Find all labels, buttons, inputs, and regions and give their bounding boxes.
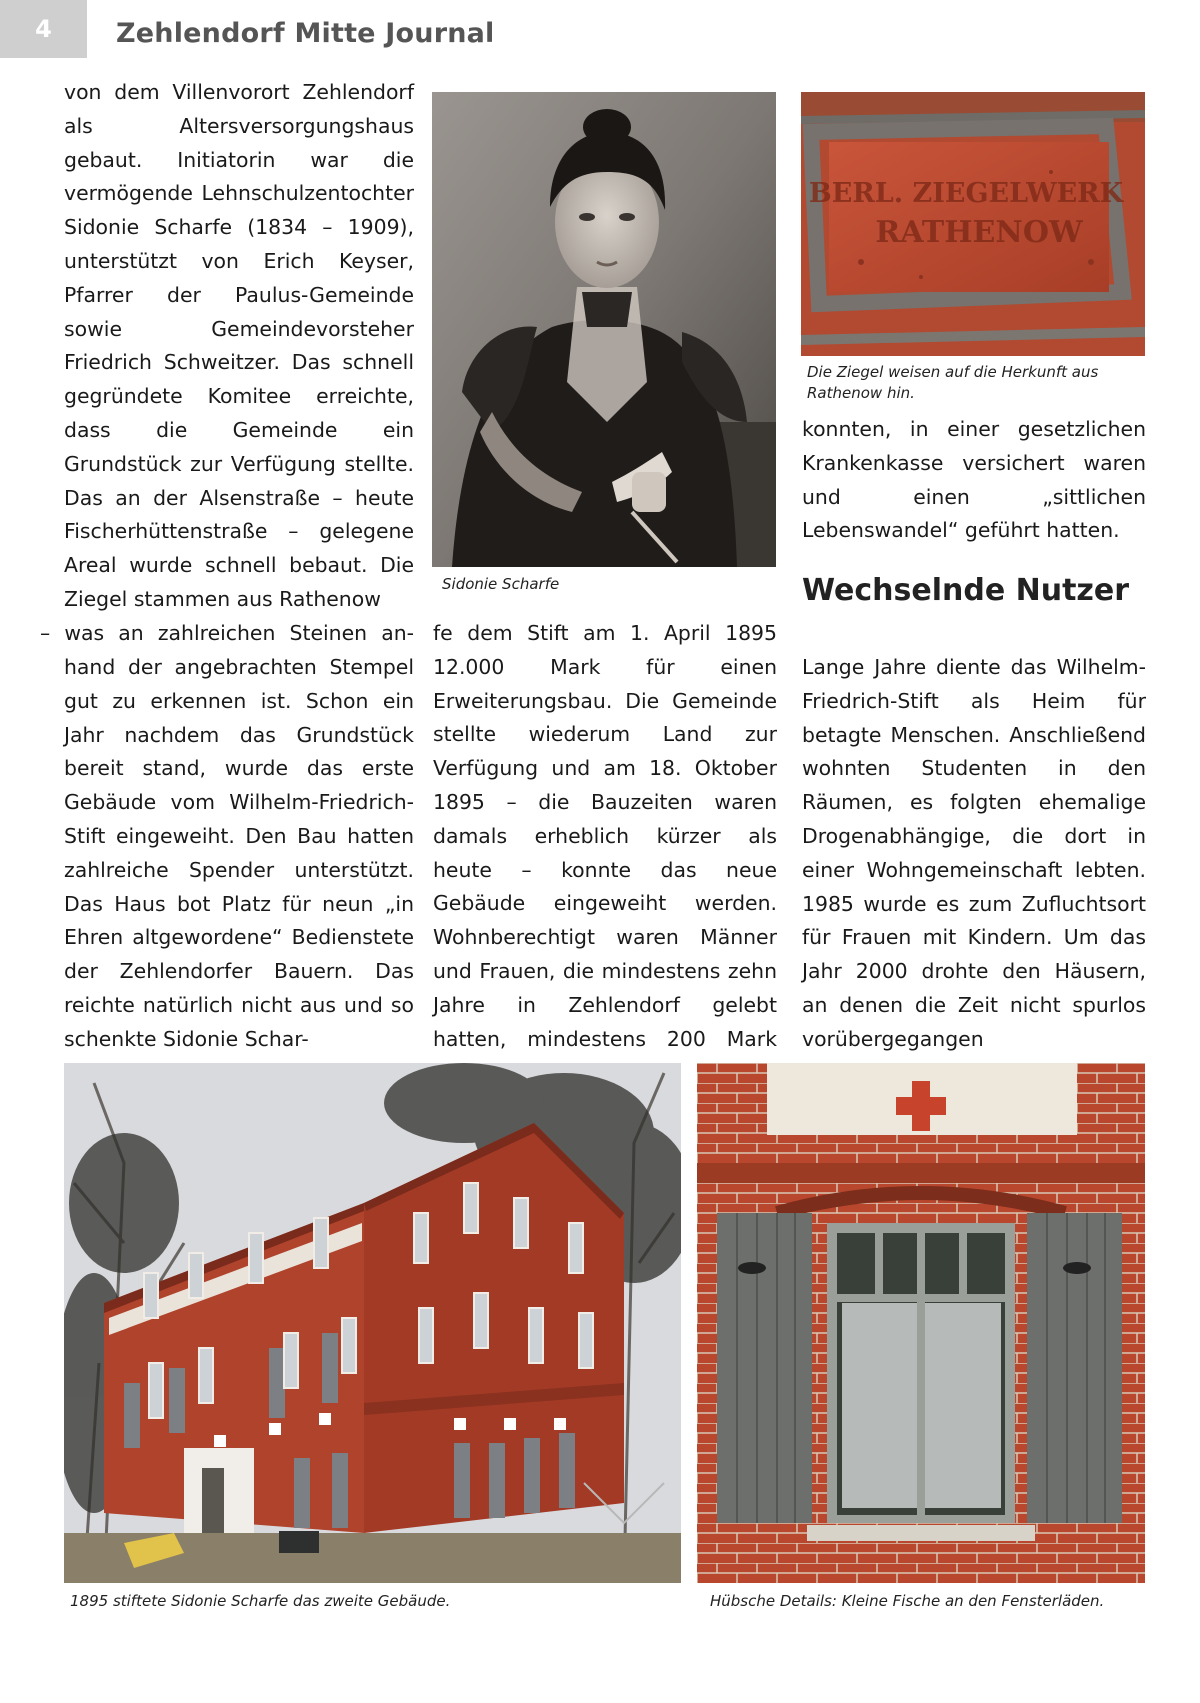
article-paragraph: fe dem Stift am 1. April 1895 12.000 Mark für einen Erweiterungsbau. Die Gemeinde stellte wiederum Land zur Verfügung und am 18. Oktober 1895 – die Bauzeiten waren damals erheblich kürzer als heute – konnte das neue Gebäude eingeweiht werden. Wohnberechtigt waren Männer und Frauen, die mindestens zehn Jahre in Zehlendorf gelebt hatten, mindestens 200 Mark bbox=[433, 621, 777, 1051]
brick-stamp-line-1: BERL. ZIEGELWERK bbox=[808, 178, 1124, 209]
page-number: 4 bbox=[0, 0, 87, 58]
building-photo bbox=[64, 1063, 681, 1583]
caption-brick: Die Ziegel weisen auf die Herkunft aus Rathenow hin. bbox=[807, 363, 1099, 402]
window-photo bbox=[697, 1063, 1145, 1583]
brick-stamp-photo bbox=[801, 92, 1145, 356]
caption-window: Hübsche Details: Kleine Fische an den Fensterläden. bbox=[710, 1592, 1105, 1610]
article-paragraph: von dem Villenvorort Zehlendorf als Altersversorgungshaus gebaut. Initiatorin war die vermögende Lehnschulzentochter Sidonie Scharfe (1834 – 1909), unterstützt von Erich Keyser, Pfarrer der Paulus-Gemeinde sowie Gemeindevorsteher Friedrich Schweitzer. Das schnell gegründete Komitee erreichte, dass die Gemeinde ein Grundstück zur Verfügung stellte. Das an der Alsenstraße – heute Fischerhüttenstraße – gelegene Areal wurde schnell bebaut. Die Ziegel stammen aus Rathenow bbox=[64, 80, 414, 611]
article-line: – was an zahlreichen Steinen an- bbox=[40, 621, 414, 645]
article-column-1-top bbox=[64, 76, 414, 617]
section-subheading: Wechselnde Nutzer bbox=[802, 573, 1130, 608]
portrait-photo bbox=[432, 92, 776, 567]
caption-building: 1895 stiftete Sidonie Scharfe das zweite Gebäude. bbox=[70, 1592, 451, 1610]
journal-title: Zehlendorf Mitte Journal bbox=[116, 18, 495, 49]
article-paragraph: konnten, in einer gesetzlichen Krankenkasse versichert waren und einen „sittlichen Lebenswandel“ geführt hatten. bbox=[802, 417, 1146, 543]
article-column-3-top bbox=[802, 413, 1146, 548]
article-column-1-bottom bbox=[64, 651, 414, 1057]
caption-portrait: Sidonie Scharfe bbox=[442, 575, 560, 593]
article-paragraph: Lange Jahre diente das Wilhelm-Friedrich-Stift als Heim für betagte Menschen. Anschließend wohnten Studenten in den Räumen, es folgten ehemalige Drogenabhängige, die dort in einer Wohngemeinschaft lebten. 1985 wurde es zum Zufluchtsort für Frauen mit Kindern. Um das Jahr 2000 drohte den Häusern, an denen die Zeit nicht spurlos vorübergegangen bbox=[802, 655, 1146, 1051]
brick-stamp-line-2: RATHENOW bbox=[875, 215, 1083, 250]
article-paragraph: hand der angebrachten Stempel gut zu erkennen ist. Schon ein Jahr nachdem das Grundstück bereit stand, wurde das erste Gebäude vom Wilhelm-Friedrich-Stift eingeweiht. Den Bau hatten zahlreiche Spender unterstützt. Das Haus bot Platz für neun „in Ehren altgewordene“ Bedienstete der Zehlendorfer Bauern. Das reichte natürlich nicht aus und so schenkte Sidonie Schar- bbox=[64, 655, 414, 1051]
article-column-2 bbox=[433, 617, 777, 1090]
article-column-1-dash-line bbox=[40, 617, 414, 651]
article-column-3-bottom bbox=[802, 651, 1146, 1057]
